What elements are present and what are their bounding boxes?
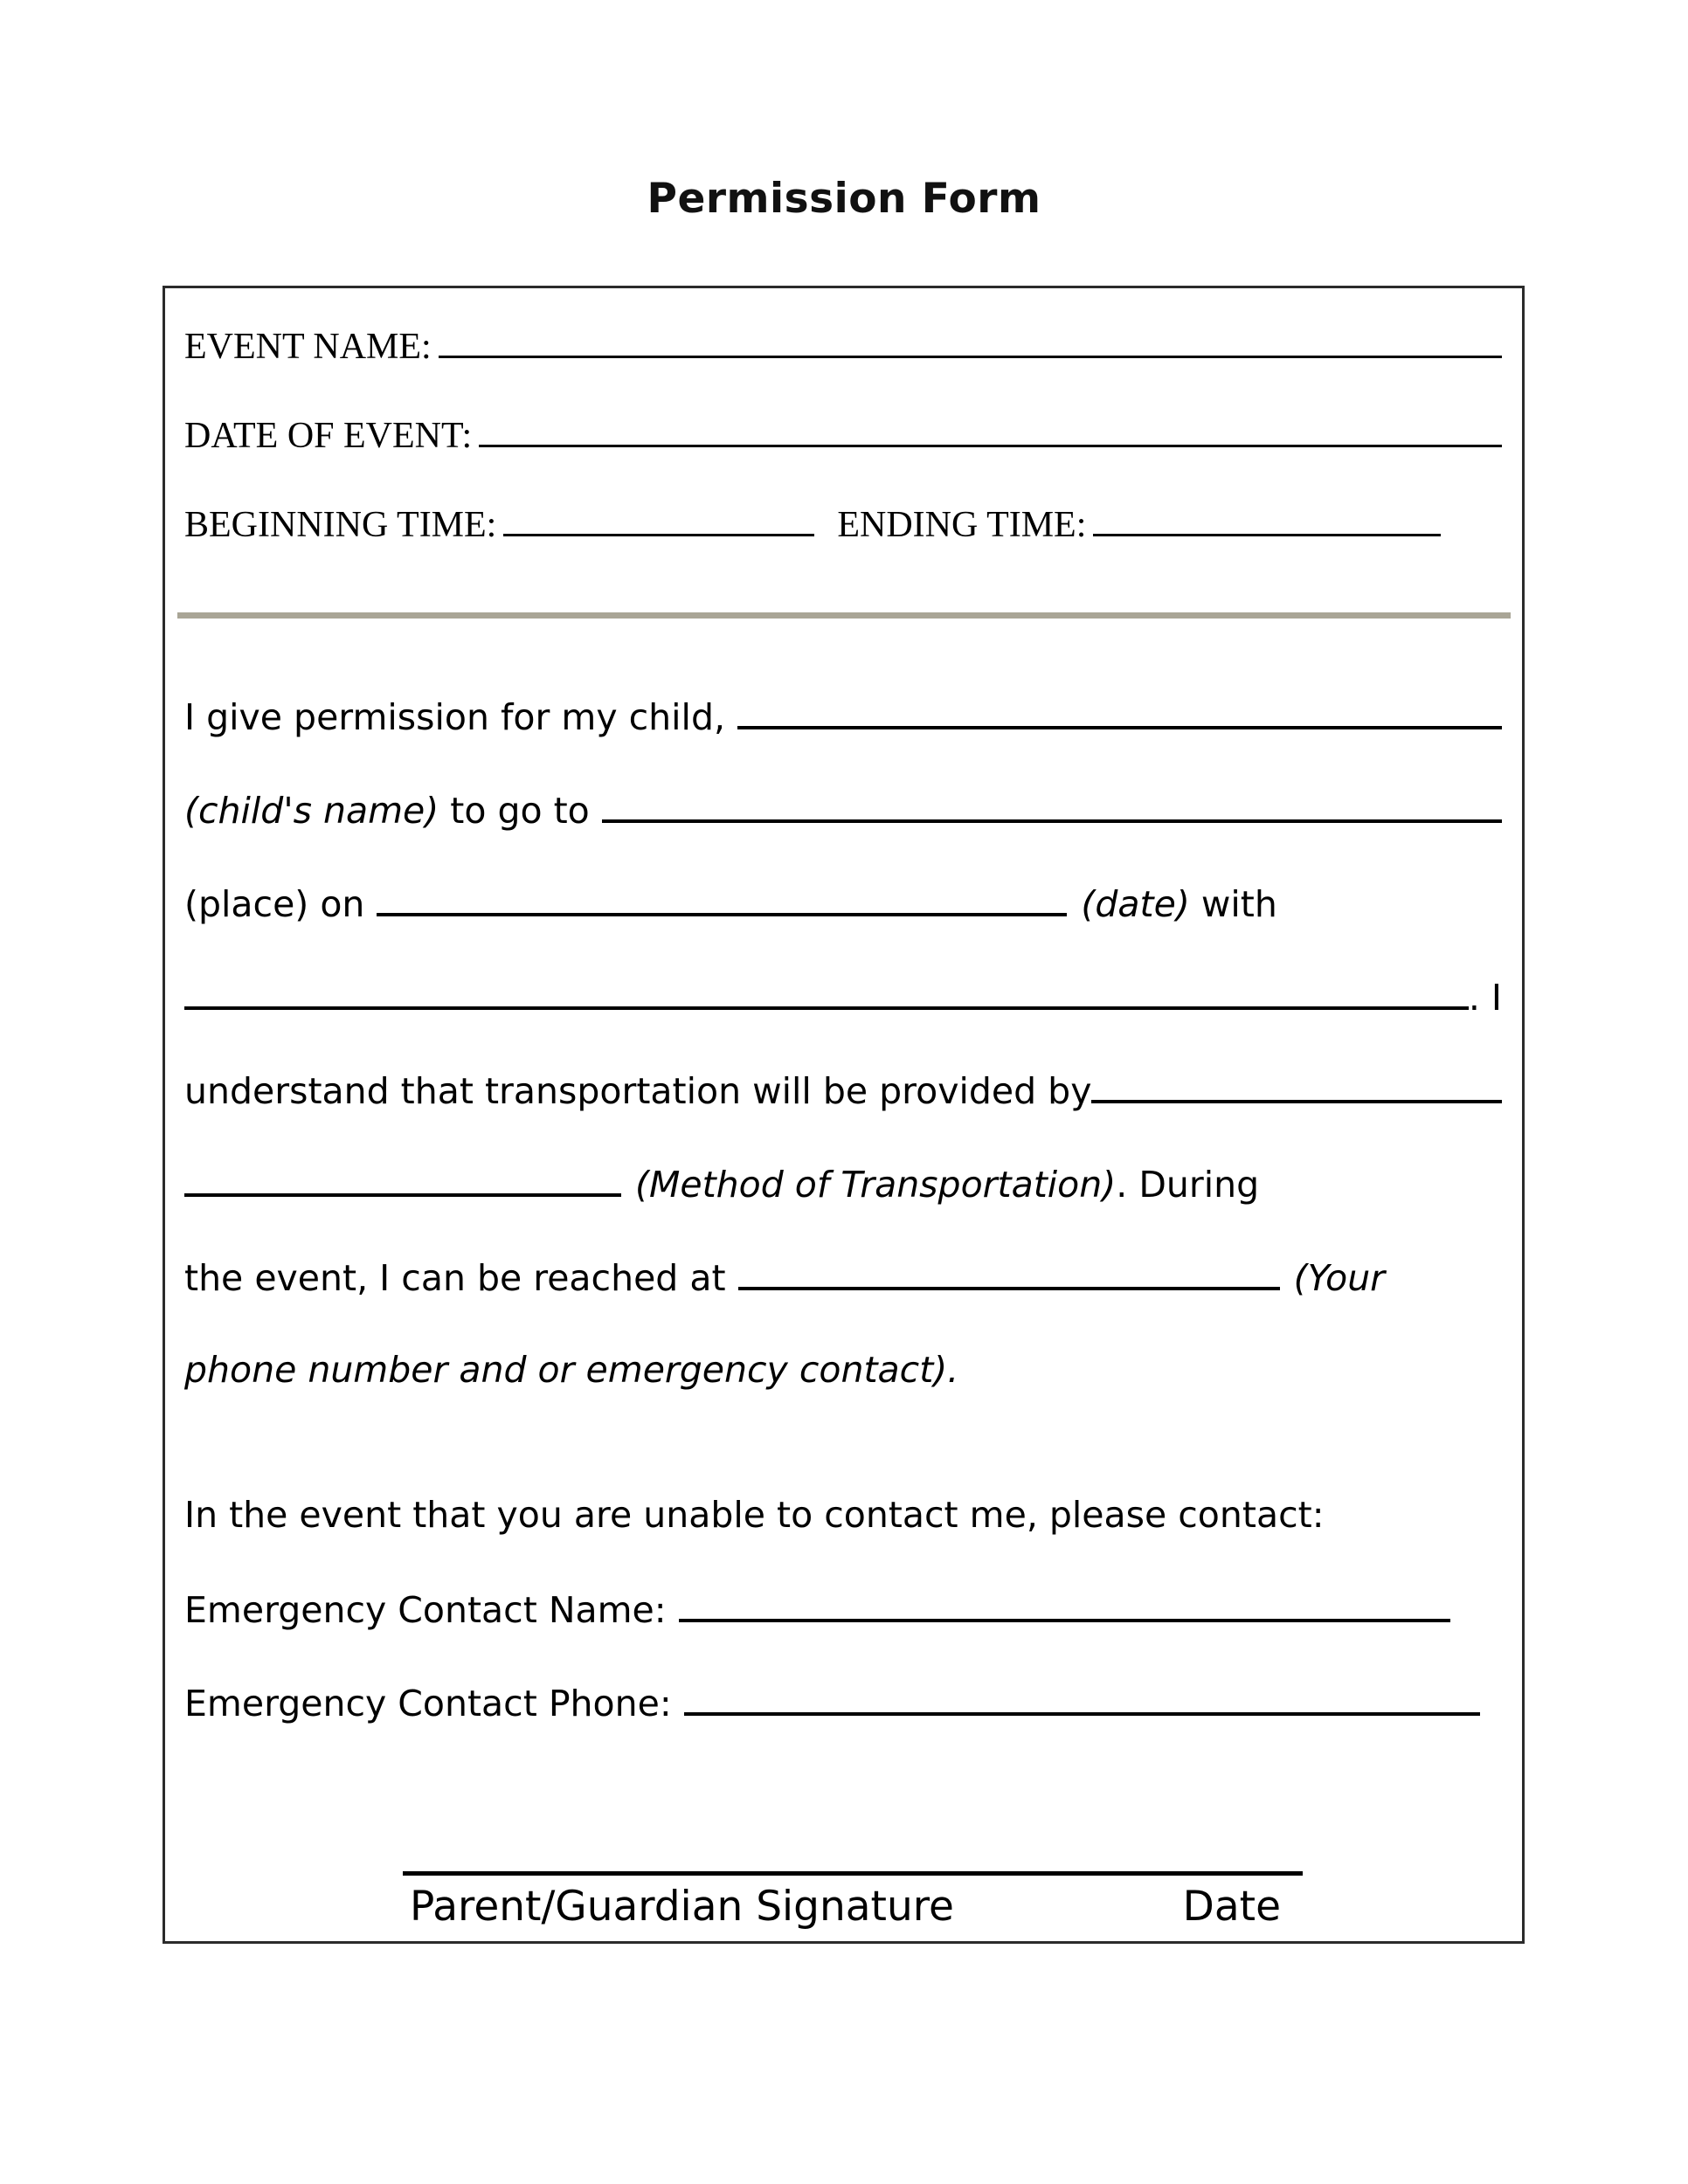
line5-text: understand that transportation will be provided by bbox=[184, 1070, 1092, 1112]
transportation-hint: (Method of Transportation) bbox=[635, 1164, 1117, 1206]
line2-text: to go to bbox=[450, 790, 590, 832]
beginning-time-label: BEGINNING TIME: bbox=[184, 505, 497, 545]
emergency-intro-text: In the event that you are unable to contact me, please contact: bbox=[184, 1494, 1325, 1536]
chaperone-blank bbox=[184, 975, 1469, 1010]
signature-labels bbox=[403, 1876, 1303, 1931]
statement-line-7 bbox=[184, 1255, 1502, 1349]
beginning-time-blank bbox=[503, 501, 814, 536]
child-name-hint: (child's name) bbox=[184, 790, 439, 832]
transportation-blank-1 bbox=[1091, 1068, 1502, 1103]
transportation-blank-2 bbox=[184, 1162, 621, 1197]
form-box bbox=[163, 286, 1525, 1944]
line4-text: . I bbox=[1468, 977, 1502, 1019]
line6-text: . During bbox=[1116, 1164, 1260, 1206]
date-hint: (date) bbox=[1081, 883, 1190, 925]
emergency-name-label: Emergency Contact Name: bbox=[184, 1589, 667, 1631]
date-of-event-row bbox=[184, 412, 1502, 501]
emergency-intro-line bbox=[184, 1494, 1502, 1587]
statement-line-2 bbox=[184, 788, 1502, 881]
emergency-name-blank bbox=[679, 1587, 1450, 1622]
statement-line-5 bbox=[184, 1068, 1502, 1162]
emergency-phone-row bbox=[184, 1681, 1502, 1774]
emergency-name-row bbox=[184, 1587, 1502, 1681]
statement-line-4 bbox=[184, 975, 1502, 1068]
phone-hint-start: (Your bbox=[1293, 1257, 1386, 1299]
page-title: Permission Form bbox=[647, 175, 1041, 223]
event-name-blank bbox=[439, 323, 1502, 358]
emergency-phone-blank bbox=[684, 1681, 1480, 1716]
permission-paragraph bbox=[184, 695, 1502, 1774]
event-name-label: EVENT NAME: bbox=[184, 327, 432, 367]
emergency-phone-label: Emergency Contact Phone: bbox=[184, 1683, 672, 1724]
signature-block bbox=[403, 1871, 1303, 1931]
line3-text: (place) on bbox=[184, 883, 365, 925]
statement-line-8 bbox=[184, 1349, 1502, 1442]
phone-blank bbox=[738, 1255, 1280, 1290]
date-of-event-label: DATE OF EVENT: bbox=[184, 416, 473, 456]
date-blank bbox=[377, 881, 1067, 916]
event-name-row bbox=[184, 323, 1502, 412]
section-divider bbox=[177, 612, 1511, 619]
ending-time-blank bbox=[1093, 501, 1441, 536]
date-label: Date bbox=[1182, 1883, 1281, 1931]
phone-hint-end: phone number and or emergency contact). bbox=[184, 1349, 959, 1391]
statement-line-6 bbox=[184, 1162, 1502, 1255]
line7-text: the event, I can be reached at bbox=[184, 1257, 726, 1299]
statement-line-1 bbox=[184, 695, 1502, 788]
line3-text-end: with bbox=[1200, 883, 1277, 925]
statement-line-3 bbox=[184, 881, 1502, 975]
date-of-event-blank bbox=[479, 412, 1502, 447]
line1-text: I give permission for my child, bbox=[184, 696, 726, 738]
ending-time-label: ENDING TIME: bbox=[837, 505, 1087, 545]
child-name-blank bbox=[737, 695, 1502, 729]
signature-label: Parent/Guardian Signature bbox=[410, 1883, 954, 1931]
times-row bbox=[184, 501, 1502, 591]
place-blank bbox=[602, 788, 1502, 823]
